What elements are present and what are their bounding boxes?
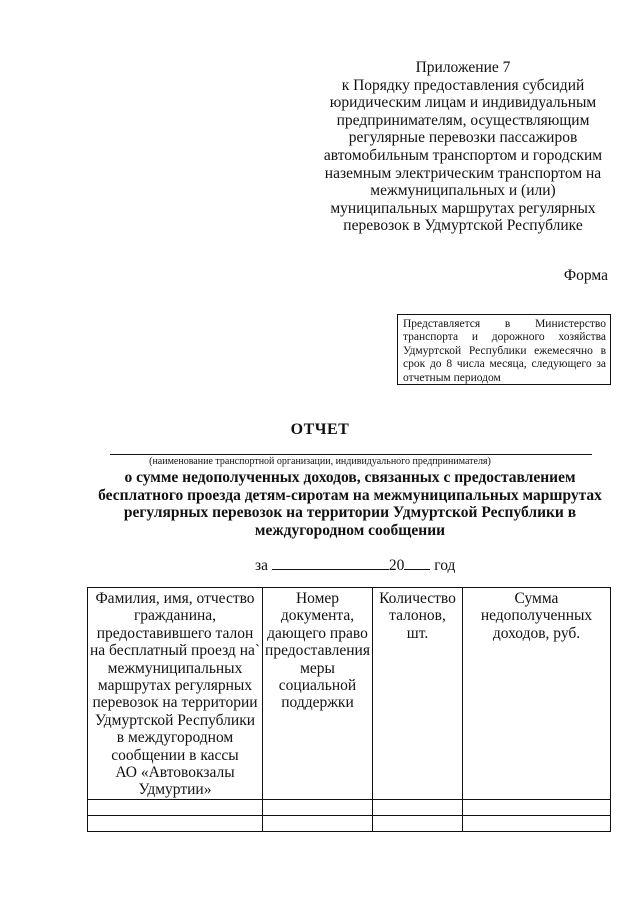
- subtitle-line: междугородном сообщении: [254, 521, 446, 539]
- table-cell[interactable]: [263, 799, 373, 815]
- table-cell[interactable]: [88, 799, 263, 815]
- period-prefix: за: [255, 557, 269, 574]
- subtitle-line: регулярных перевозок на территории Удмуртской Республики в: [123, 504, 577, 522]
- notice-line: транспорта и дорожного хозяйства: [403, 331, 606, 344]
- report-table-wrap: [87, 587, 610, 832]
- subtitle-line: бесплатного проезда детям-сиротам на межмуниципальных маршрутах: [98, 486, 602, 504]
- appendix-line: юридическим лицам и индивидуальным: [329, 94, 597, 112]
- column-header-full-name: Фамилия, имя, отчество гражданина, предоставившего талон на бесплатный проезд на` межмуниципальных маршрутах регулярных перевозок на территории Удмуртской Республики в междугородном сообщении в кассы АО «Автовокзалы Удмуртии»: [88, 588, 263, 800]
- table-cell[interactable]: [373, 799, 463, 815]
- report-subtitle: [80, 469, 620, 539]
- table-row: [88, 815, 611, 831]
- notice-line: срок до 8 числа месяца, следующего за: [403, 358, 606, 371]
- notice-line: отчетным периодом: [403, 371, 501, 384]
- period-suffix: год: [434, 557, 456, 574]
- column-header-lost-income: Сумма недополученных доходов, руб.: [463, 588, 611, 800]
- appendix-line: межмуниципальных и (или): [370, 182, 556, 200]
- table-cell[interactable]: [88, 815, 263, 831]
- period-year-field[interactable]: [404, 556, 430, 570]
- appendix-header: [318, 59, 608, 235]
- table-row: [88, 799, 611, 815]
- subtitle-line: о сумме недополученных доходов, связанных с предоставлением: [124, 469, 576, 486]
- organization-name-caption: (наименование транспортной организации, индивидуального предпринимателя): [149, 456, 491, 467]
- table-cell[interactable]: [263, 815, 373, 831]
- column-header-ticket-count: Количество талонов, шт.: [373, 588, 463, 800]
- table-cell[interactable]: [463, 815, 611, 831]
- table-cell[interactable]: [463, 799, 611, 815]
- appendix-line: муниципальных маршрутах регулярных: [330, 199, 596, 217]
- table-header-row: [88, 588, 611, 800]
- report-period: [255, 556, 455, 575]
- form-label: Форма: [563, 267, 608, 284]
- report-table: [87, 587, 611, 832]
- submission-notice-box: [397, 314, 611, 385]
- notice-line: Представляется в Министерство: [403, 318, 606, 330]
- appendix-line: регулярные перевозки пассажиров: [348, 129, 578, 147]
- period-year-prefix: 20: [388, 557, 405, 574]
- appendix-line: к Порядку предоставления субсидий: [341, 76, 585, 94]
- period-month-field[interactable]: [272, 556, 389, 570]
- table-cell[interactable]: [373, 815, 463, 831]
- appendix-line: автомобильным транспортом и городским: [323, 146, 603, 164]
- appendix-line: Приложение 7: [415, 59, 511, 76]
- appendix-line: предпринимателям, осуществляющим: [336, 111, 590, 129]
- notice-line: Удмуртской Республики ежемесячно в: [403, 344, 606, 357]
- appendix-line: наземным электрическим транспортом на: [324, 164, 602, 182]
- organization-name-field[interactable]: [110, 454, 592, 455]
- report-title: ОТЧЕТ: [290, 421, 350, 438]
- appendix-line: перевозок в Удмуртской Республике: [343, 217, 583, 235]
- column-header-document-number: Номер документа, дающего право предоставления меры социальной поддержки: [263, 588, 373, 800]
